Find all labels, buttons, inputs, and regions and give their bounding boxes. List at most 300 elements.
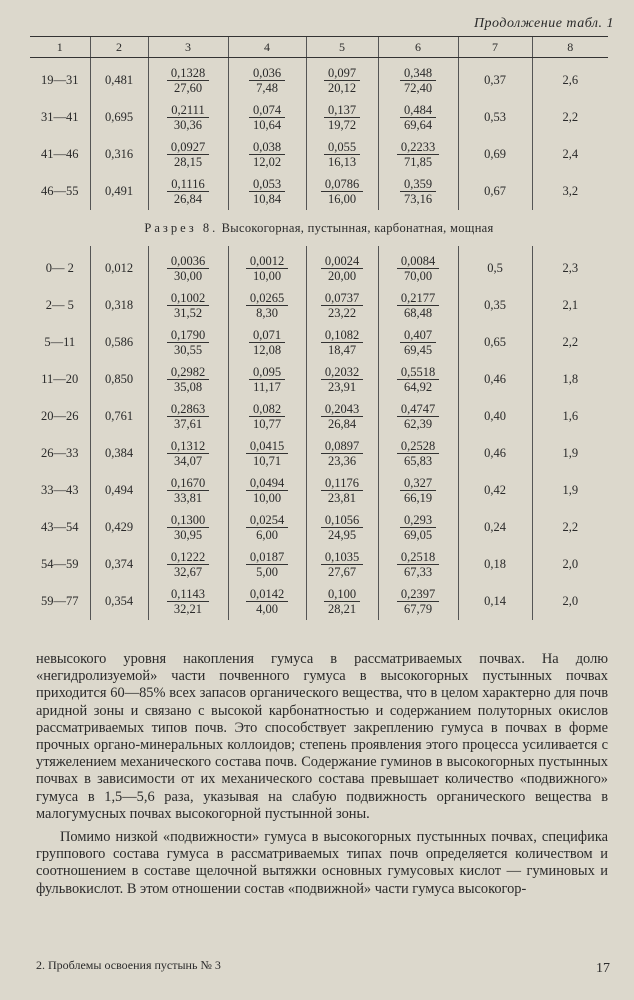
fraction-numerator: 0,0897 [321,439,363,454]
ratio-cell: 0,37 [458,58,532,100]
fraction-value [249,140,285,169]
fraction-denominator: 10,71 [252,453,282,468]
depth-cell: 59—77 [41,594,79,608]
factor-cell: 2,2 [532,324,608,361]
table-row [30,99,608,136]
depth-cell: 41—46 [41,147,79,161]
total-cell: 0,012 [90,246,148,287]
fraction-denominator: 30,95 [173,527,203,542]
total-cell: 0,586 [90,324,148,361]
fraction-numerator: 0,2177 [397,291,439,306]
fraction-numerator: 0,1312 [167,439,209,454]
column-header: 4 [228,37,306,58]
hydrolysable-cell [306,472,378,509]
fraction-value [249,328,285,357]
fulvic-acid-cell [228,99,306,136]
fraction-numerator: 0,1222 [167,550,209,565]
hydrolysable-cell [306,324,378,361]
fraction-denominator: 30,00 [173,268,203,283]
fraction-numerator: 0,484 [400,103,436,118]
fraction-denominator: 27,67 [327,564,357,579]
fraction-denominator: 64,92 [403,379,433,394]
total-cell: 0,695 [90,99,148,136]
humin-cell [378,246,458,287]
fraction-denominator: 34,07 [173,453,203,468]
fraction-denominator: 20,12 [327,80,357,95]
fraction-numerator: 0,2397 [397,587,439,602]
hydrolysable-cell [306,398,378,435]
humin-cell [378,546,458,583]
fraction-numerator: 0,055 [324,140,360,155]
fraction-value [167,328,209,357]
fraction-numerator: 0,0036 [167,254,209,269]
humin-cell [378,173,458,210]
fraction-value [321,254,363,283]
fraction-numerator: 0,327 [400,476,436,491]
fraction-numerator: 0,1176 [321,476,363,491]
ratio-cell: 0,67 [458,173,532,210]
fraction-value [321,328,363,357]
fraction-value [246,291,288,320]
humic-acid-cell [148,58,228,100]
humic-acid-cell [148,435,228,472]
fraction-denominator: 28,15 [173,154,203,169]
fraction-value [397,550,439,579]
fraction-denominator: 62,39 [403,416,433,431]
fraction-numerator: 0,1056 [321,513,363,528]
fraction-numerator: 0,0024 [321,254,363,269]
total-cell: 0,354 [90,583,148,620]
humin-cell [378,361,458,398]
ratio-cell: 0,18 [458,546,532,583]
fraction-numerator: 0,348 [400,66,436,81]
hydrolysable-cell [306,509,378,546]
fulvic-acid-cell [228,546,306,583]
humin-cell [378,398,458,435]
humic-acid-cell [148,324,228,361]
fraction-numerator: 0,293 [400,513,436,528]
fraction-numerator: 0,4747 [397,402,439,417]
fraction-denominator: 37,61 [173,416,203,431]
column-header: 6 [378,37,458,58]
total-cell: 0,761 [90,398,148,435]
hydrolysable-cell [306,583,378,620]
fraction-numerator: 0,1143 [167,587,209,602]
fraction-value [324,140,360,169]
fraction-value [167,439,209,468]
humin-cell [378,99,458,136]
fraction-value [397,291,439,320]
humic-acid-cell [148,361,228,398]
fraction-denominator: 23,36 [327,453,357,468]
fraction-value [321,476,363,505]
fraction-value [249,103,285,132]
fraction-denominator: 68,48 [403,305,433,320]
depth-cell: 11—20 [41,372,79,386]
fraction-denominator: 31,52 [173,305,203,320]
fraction-numerator: 0,0084 [397,254,439,269]
factor-cell: 2,0 [532,546,608,583]
column-header: 8 [532,37,608,58]
fraction-denominator: 65,83 [403,453,433,468]
section-2-heading [30,210,608,246]
humic-acid-cell [148,509,228,546]
humin-cell [378,472,458,509]
fraction-denominator: 19,72 [327,117,357,132]
fraction-numerator: 0,0012 [246,254,288,269]
fraction-value [397,365,439,394]
fraction-denominator: 28,21 [327,601,357,616]
fraction-denominator: 8,30 [256,305,278,320]
fraction-denominator: 7,48 [256,80,278,95]
fraction-value [167,66,209,95]
fraction-numerator: 0,1116 [167,177,208,192]
fulvic-acid-cell [228,246,306,287]
hydrolysable-cell [306,246,378,287]
fraction-denominator: 12,08 [252,342,282,357]
fraction-value [321,402,363,431]
table-row [30,472,608,509]
fulvic-acid-cell [228,136,306,173]
fraction-denominator: 26,84 [327,416,357,431]
fraction-value [167,177,208,206]
fraction-numerator: 0,1328 [167,66,209,81]
fraction-numerator: 0,036 [249,66,285,81]
table-row [30,173,608,210]
humin-cell [378,287,458,324]
fulvic-acid-cell [228,472,306,509]
fraction-numerator: 0,1790 [167,328,209,343]
table-row [30,324,608,361]
total-cell: 0,491 [90,173,148,210]
humic-acid-cell [148,173,228,210]
fraction-value [167,103,208,132]
fraction-value [249,177,285,206]
ratio-cell: 0,46 [458,435,532,472]
column-header: 1 [30,37,90,58]
hydrolysable-cell [306,173,378,210]
humic-acid-cell [148,472,228,509]
fraction-numerator: 0,2982 [167,365,209,380]
fraction-value [400,513,436,542]
hydrolysable-cell [306,546,378,583]
ratio-cell: 0,40 [458,398,532,435]
fraction-value [321,513,363,542]
fraction-denominator: 69,05 [403,527,433,542]
fraction-value [167,140,209,169]
fraction-numerator: 0,0187 [246,550,288,565]
total-cell: 0,494 [90,472,148,509]
fraction-value [249,66,285,95]
fraction-numerator: 0,0265 [246,291,288,306]
hydrolysable-cell [306,136,378,173]
fraction-denominator: 26,84 [173,191,203,206]
fulvic-acid-cell [228,398,306,435]
depth-cell: 19—31 [41,73,79,87]
fraction-value [167,587,209,616]
fraction-numerator: 0,2233 [397,140,439,155]
fraction-numerator: 0,074 [249,103,285,118]
humin-cell [378,583,458,620]
table-row [30,435,608,472]
fraction-denominator: 67,79 [403,601,433,616]
hydrolysable-cell [306,287,378,324]
humin-cell [378,136,458,173]
fraction-denominator: 16,13 [327,154,357,169]
fraction-value [324,587,360,616]
ratio-cell: 0,46 [458,361,532,398]
fraction-value [246,587,288,616]
table-row [30,246,608,287]
fraction-denominator: 18,47 [327,342,357,357]
fulvic-acid-cell [228,173,306,210]
humic-acid-cell [148,246,228,287]
ratio-cell: 0,14 [458,583,532,620]
fraction-value [400,177,436,206]
fraction-value [321,291,363,320]
fulvic-acid-cell [228,324,306,361]
fraction-denominator: 27,60 [173,80,203,95]
section-description: Высокогорная, пустынная, карбонатная, мощная [221,220,494,235]
fraction-value [321,439,363,468]
fraction-value [246,439,288,468]
factor-cell: 2,6 [532,58,608,100]
hydrolysable-cell [306,435,378,472]
fraction-value [249,365,285,394]
fraction-value [167,550,209,579]
fulvic-acid-cell [228,509,306,546]
fraction-numerator: 0,1300 [167,513,209,528]
fraction-denominator: 10,84 [252,191,282,206]
ratio-cell: 0,42 [458,472,532,509]
hydrolysable-cell [306,58,378,100]
hydrolysable-cell [306,99,378,136]
table-row [30,546,608,583]
fraction-value [324,103,360,132]
fraction-value [397,140,439,169]
fraction-denominator: 32,67 [173,564,203,579]
fraction-value [249,402,285,431]
column-header-row [30,37,608,58]
fraction-denominator: 70,00 [403,268,433,283]
fraction-denominator: 23,22 [327,305,357,320]
fraction-numerator: 0,2518 [397,550,439,565]
table-row [30,287,608,324]
fraction-denominator: 71,85 [403,154,433,169]
table-row [30,583,608,620]
fraction-denominator: 10,64 [252,117,282,132]
fraction-denominator: 32,21 [173,601,203,616]
body-text [36,651,608,898]
fraction-numerator: 0,0927 [167,140,209,155]
table-row [30,136,608,173]
factor-cell: 2,4 [532,136,608,173]
table-row [30,398,608,435]
fraction-numerator: 0,1670 [167,476,209,491]
fraction-denominator: 6,00 [256,527,278,542]
fraction-denominator: 73,16 [403,191,433,206]
fraction-value [397,439,439,468]
ratio-cell: 0,53 [458,99,532,136]
humus-composition-table [30,36,608,620]
humic-acid-cell [148,136,228,173]
fraction-denominator: 11,17 [253,379,281,394]
humin-cell [378,509,458,546]
fraction-numerator: 0,082 [249,402,285,417]
paragraph: Помимо низкой «подвижности» гумуса в высокогорных пустынных почвах, специфика группового состава гумуса в рассматриваемых типах почв определяется количеством и соотношением в составе щелочной вытяжки основных гумусовых кислот — гуминовых и фульвокислот. В этом отношении состав «подвижной» части гумуса высокогор- [36,829,608,897]
fraction-value [246,513,288,542]
fraction-denominator: 69,64 [403,117,433,132]
fraction-value [321,550,363,579]
fraction-denominator: 24,95 [327,527,357,542]
fraction-value [167,513,209,542]
paragraph: невысокого уровня накопления гумуса в рассматриваемых почвах. На долю «негидролизуемой» части почвенного гумуса в высокогорных пустынных почвах приходится 60—85% всех запасов органического вещества, что в целом характерно для почв аридной зоны и связано с высокой карбонатностью и содержанием полуторных окислов рассматриваемых типов почв. Это способствует закреплению гумуса в почвах в форме прочных органо-минеральных коллоидов; степень проявления этого процесса усиливается с утяжелением механического состава почв. Содержание гуминов в высокогорных пустынных почвах в зависимости от их механического состава превышает количество «подвижного» гумуса в 1,5—5,6 раза, указывая на слабую подвижность органического вещества в малогумусных почвах высокогорной пустынной зоны. [36,651,608,822]
humic-acid-cell [148,546,228,583]
humic-acid-cell [148,398,228,435]
humic-acid-cell [148,583,228,620]
fraction-numerator: 0,137 [324,103,360,118]
fraction-denominator: 5,00 [256,564,278,579]
total-cell: 0,318 [90,287,148,324]
ratio-cell: 0,69 [458,136,532,173]
fulvic-acid-cell [228,287,306,324]
fraction-numerator: 0,0142 [246,587,288,602]
fraction-denominator: 10,00 [252,490,282,505]
fraction-denominator: 67,33 [403,564,433,579]
page-number: 17 [596,961,610,976]
fraction-denominator: 12,02 [252,154,282,169]
table-row [30,361,608,398]
fraction-numerator: 0,038 [249,140,285,155]
fulvic-acid-cell [228,583,306,620]
fraction-value [246,254,288,283]
ratio-cell: 0,24 [458,509,532,546]
humic-acid-cell [148,287,228,324]
ratio-cell: 0,65 [458,324,532,361]
fraction-numerator: 0,1002 [167,291,209,306]
fulvic-acid-cell [228,435,306,472]
fraction-value [321,365,363,394]
fraction-value [324,66,360,95]
fraction-value [397,402,439,431]
fraction-numerator: 0,095 [249,365,285,380]
depth-cell: 20—26 [41,409,79,423]
fraction-denominator: 20,00 [327,268,357,283]
fraction-value [397,254,439,283]
fraction-denominator: 23,91 [327,379,357,394]
fraction-numerator: 0,053 [249,177,285,192]
factor-cell: 2,3 [532,246,608,287]
factor-cell: 1,6 [532,398,608,435]
depth-cell: 43—54 [41,520,79,534]
table-row [30,58,608,100]
section-2-rows [30,246,608,620]
depth-cell: 26—33 [41,446,79,460]
fulvic-acid-cell [228,58,306,100]
section-1-rows [30,58,608,211]
depth-cell: 54—59 [41,557,79,571]
column-header: 7 [458,37,532,58]
fraction-numerator: 0,0254 [246,513,288,528]
fraction-value [400,476,436,505]
fraction-numerator: 0,2111 [167,103,208,118]
fraction-denominator: 30,36 [173,117,203,132]
fraction-value [167,291,209,320]
depth-cell: 2— 5 [45,298,74,312]
factor-cell: 2,0 [532,583,608,620]
fraction-denominator: 72,40 [403,80,433,95]
fulvic-acid-cell [228,361,306,398]
column-header: 2 [90,37,148,58]
column-header: 5 [306,37,378,58]
fraction-value [246,550,288,579]
total-cell: 0,850 [90,361,148,398]
total-cell: 0,429 [90,509,148,546]
fraction-numerator: 0,1035 [321,550,363,565]
printer-signature: 2. Проблемы освоения пустынь № 3 [36,958,221,972]
fraction-value [246,476,288,505]
humin-cell [378,58,458,100]
fraction-value [167,254,209,283]
fraction-denominator: 23,81 [327,490,357,505]
humin-cell [378,435,458,472]
fraction-denominator: 66,19 [403,490,433,505]
fraction-numerator: 0,5518 [397,365,439,380]
ratio-cell: 0,5 [458,246,532,287]
depth-cell: 0— 2 [45,261,74,275]
depth-cell: 46—55 [41,184,79,198]
factor-cell: 1,9 [532,472,608,509]
fraction-value [400,66,436,95]
fraction-denominator: 10,77 [252,416,282,431]
fraction-denominator: 10,00 [252,268,282,283]
factor-cell: 2,2 [532,509,608,546]
depth-cell: 33—43 [41,483,79,497]
fraction-numerator: 0,071 [249,328,285,343]
fraction-numerator: 0,1082 [321,328,363,343]
fraction-numerator: 0,2032 [321,365,363,380]
depth-cell: 5—11 [44,335,76,349]
factor-cell: 1,9 [532,435,608,472]
factor-cell: 3,2 [532,173,608,210]
section-title [30,210,608,246]
fraction-numerator: 0,097 [324,66,360,81]
hydrolysable-cell [306,361,378,398]
fraction-numerator: 0,359 [400,177,436,192]
factor-cell: 2,2 [532,99,608,136]
humic-acid-cell [148,99,228,136]
fraction-value [321,177,363,206]
fraction-numerator: 0,0786 [321,177,363,192]
factor-cell: 2,1 [532,287,608,324]
total-cell: 0,384 [90,435,148,472]
column-header: 3 [148,37,228,58]
fraction-denominator: 35,08 [173,379,203,394]
total-cell: 0,481 [90,58,148,100]
fraction-numerator: 0,0415 [246,439,288,454]
fraction-denominator: 33,81 [173,490,203,505]
table-row [30,509,608,546]
fraction-numerator: 0,2043 [321,402,363,417]
fraction-numerator: 0,0494 [246,476,288,491]
humin-cell [378,324,458,361]
fraction-numerator: 0,0737 [321,291,363,306]
fraction-numerator: 0,2528 [397,439,439,454]
fraction-value [167,402,209,431]
section-label: Разрез 8. [144,220,219,235]
fraction-value [400,103,436,132]
fraction-numerator: 0,407 [400,328,436,343]
